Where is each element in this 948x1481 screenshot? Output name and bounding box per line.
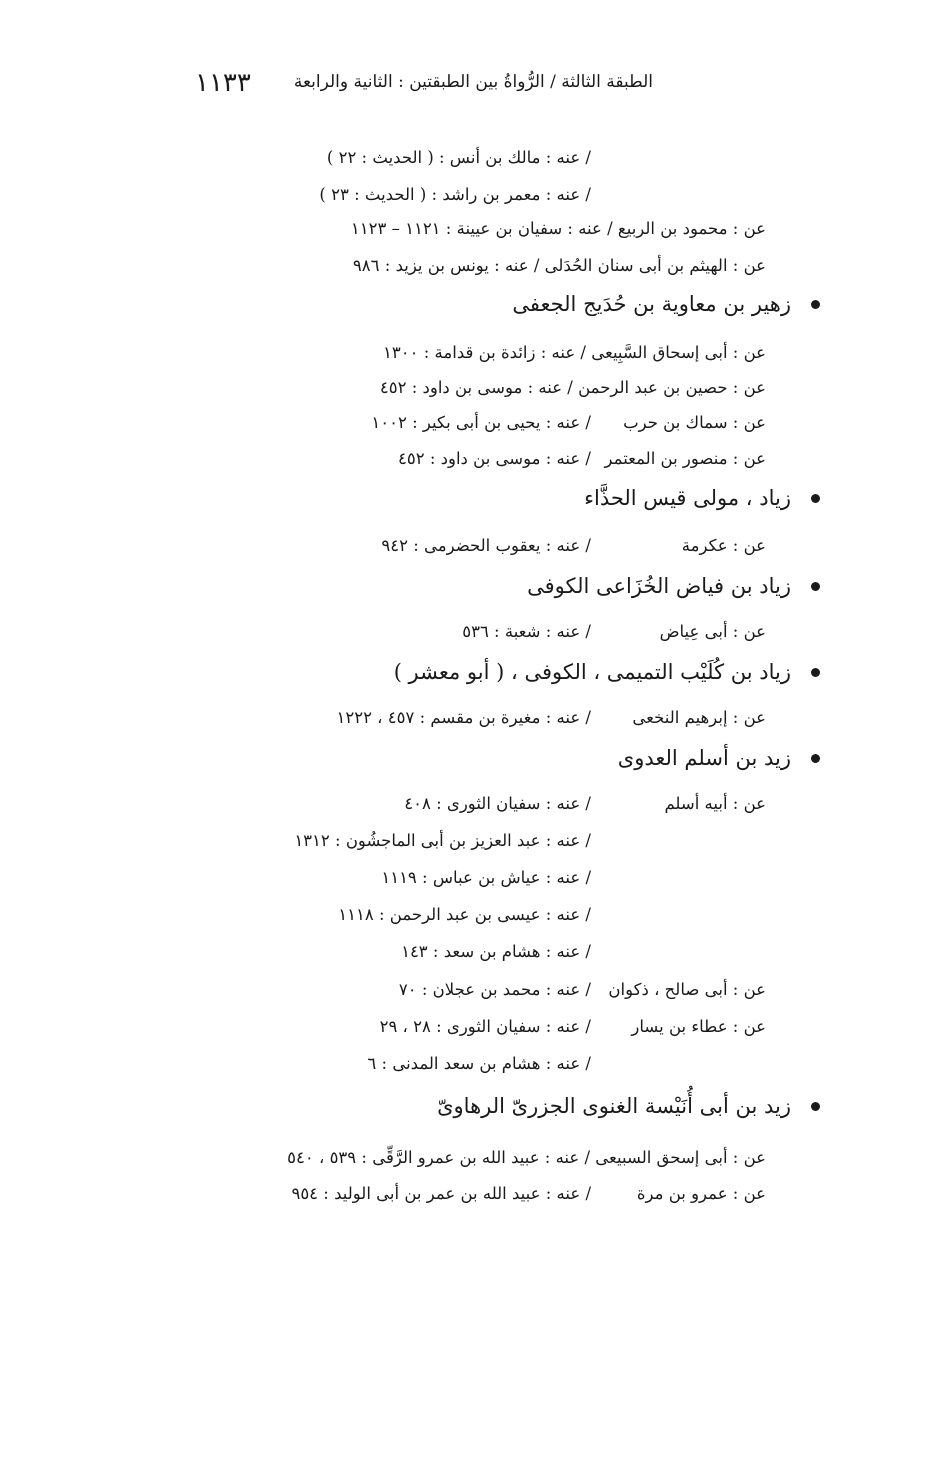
narrator-to: / عنه : يحيى بن أبى بكير : ١٠٠٢ (371, 413, 591, 432)
narrator-to: / عنه : عبد العزيز بن أبى الماجشُون : ١٣١٢ (294, 831, 591, 850)
entry-heading: زيد بن أسلم العدوى (617, 746, 791, 770)
narrator-to: / عنه : سفيان الثورى : ٢٨ ، ٢٩ (379, 1017, 591, 1036)
entry-heading: زيد بن أبى أُنَيْسة الغنوى الجزرىّ الرهاوىّ (437, 1094, 791, 1118)
narrator-to: / عنه : هشام بن سعد المدنى : ٦ (367, 1054, 591, 1073)
narrator-to: / عنه : عيسى بن عبد الرحمن : ١١١٨ (338, 905, 591, 924)
entry-row: عن : أبى إسحاق السَّبِيعى / عنه : زائدة بن قدامة : ١٣٠٠ (383, 343, 766, 362)
continuation-line: / عنه : مالك بن أنس : ( الحديث : ٢٢ ) (326, 148, 591, 167)
narrator-from: عن : عطاء بن يسار (631, 1017, 766, 1036)
page-number: ١١٣٣ (195, 68, 251, 98)
entry-row: عن : حصين بن عبد الرحمن / عنه : موسى بن داود : ٤٥٢ (379, 378, 766, 397)
narrator-from: عن : عكرمة (681, 536, 766, 555)
narrator-to: / عنه : موسى بن داود : ٤٥٢ (398, 449, 591, 468)
continuation-line: عن : الهيثم بن أبى سنان الحُدَلى / عنه : يونس بن يزيد : ٩٨٦ (352, 256, 766, 275)
narrator-from: عن : أبيه أسلم (664, 794, 766, 813)
entry-bullet (811, 300, 820, 309)
entry-bullet (811, 582, 820, 591)
entry-heading: زياد ، مولى قيس الحذَّاء (584, 486, 791, 510)
narrator-from: عن : عمرو بن مرة (636, 1184, 766, 1203)
narrator-to: / عنه : عبيد الله بن عمر بن أبى الوليد : ٩٥٤ (291, 1184, 591, 1203)
narrator-to: / عنه : يعقوب الحضرمى : ٩٤٢ (381, 536, 591, 555)
entry-row: عن : أبى إسحق السبيعى / عنه : عبيد الله بن عمرو الرَّقِّى : ٥٣٩ ، ٥٤٠ (287, 1148, 766, 1167)
continuation-line: / عنه : معمر بن راشد : ( الحديث : ٢٣ ) (319, 185, 591, 204)
entry-heading: زياد بن فياض الخُزَاعى الكوفى (527, 574, 791, 598)
narrator-from: عن : أبى صالح ، ذكوان (608, 980, 766, 999)
narrator-to: / عنه : سفيان الثورى : ٤٠٨ (404, 794, 591, 813)
entry-bullet (811, 754, 820, 763)
narrator-to: / عنه : عياش بن عباس : ١١١٩ (381, 868, 591, 887)
narrator-from: عن : منصور بن المعتمر (604, 449, 766, 468)
entry-bullet (811, 494, 820, 503)
narrator-from: عن : أبى عِياض (659, 622, 766, 641)
narrator-to: / عنه : هشام بن سعد : ١٤٣ (401, 942, 591, 961)
narrator-to: / عنه : شعبة : ٥٣٦ (462, 622, 591, 641)
entry-bullet (811, 1102, 820, 1111)
narrator-from: عن : إبرهيم النخعى (632, 708, 766, 727)
narrator-to: / عنه : مغيرة بن مقسم : ٤٥٧ ، ١٢٢٢ (336, 708, 591, 727)
entry-heading: زهير بن معاوية بن حُدَيج الجعفى (512, 292, 791, 316)
continuation-line: عن : محمود بن الربيع / عنه : سفيان بن عيينة : ١١٢١ – ١١٢٣ (350, 219, 766, 238)
running-title: الطبقة الثالثة / الرُّواةُ بين الطبقتين : الثانية والرابعة (293, 72, 653, 92)
page-header (195, 68, 653, 102)
entry-bullet (811, 668, 820, 677)
narrator-to: / عنه : محمد بن عجلان : ٧٠ (398, 980, 591, 999)
entry-heading: زياد بن كُلَيْب التميمى ، الكوفى ، ( أبو معشر ) (393, 660, 791, 684)
narrator-from: عن : سماك بن حرب (623, 413, 766, 432)
